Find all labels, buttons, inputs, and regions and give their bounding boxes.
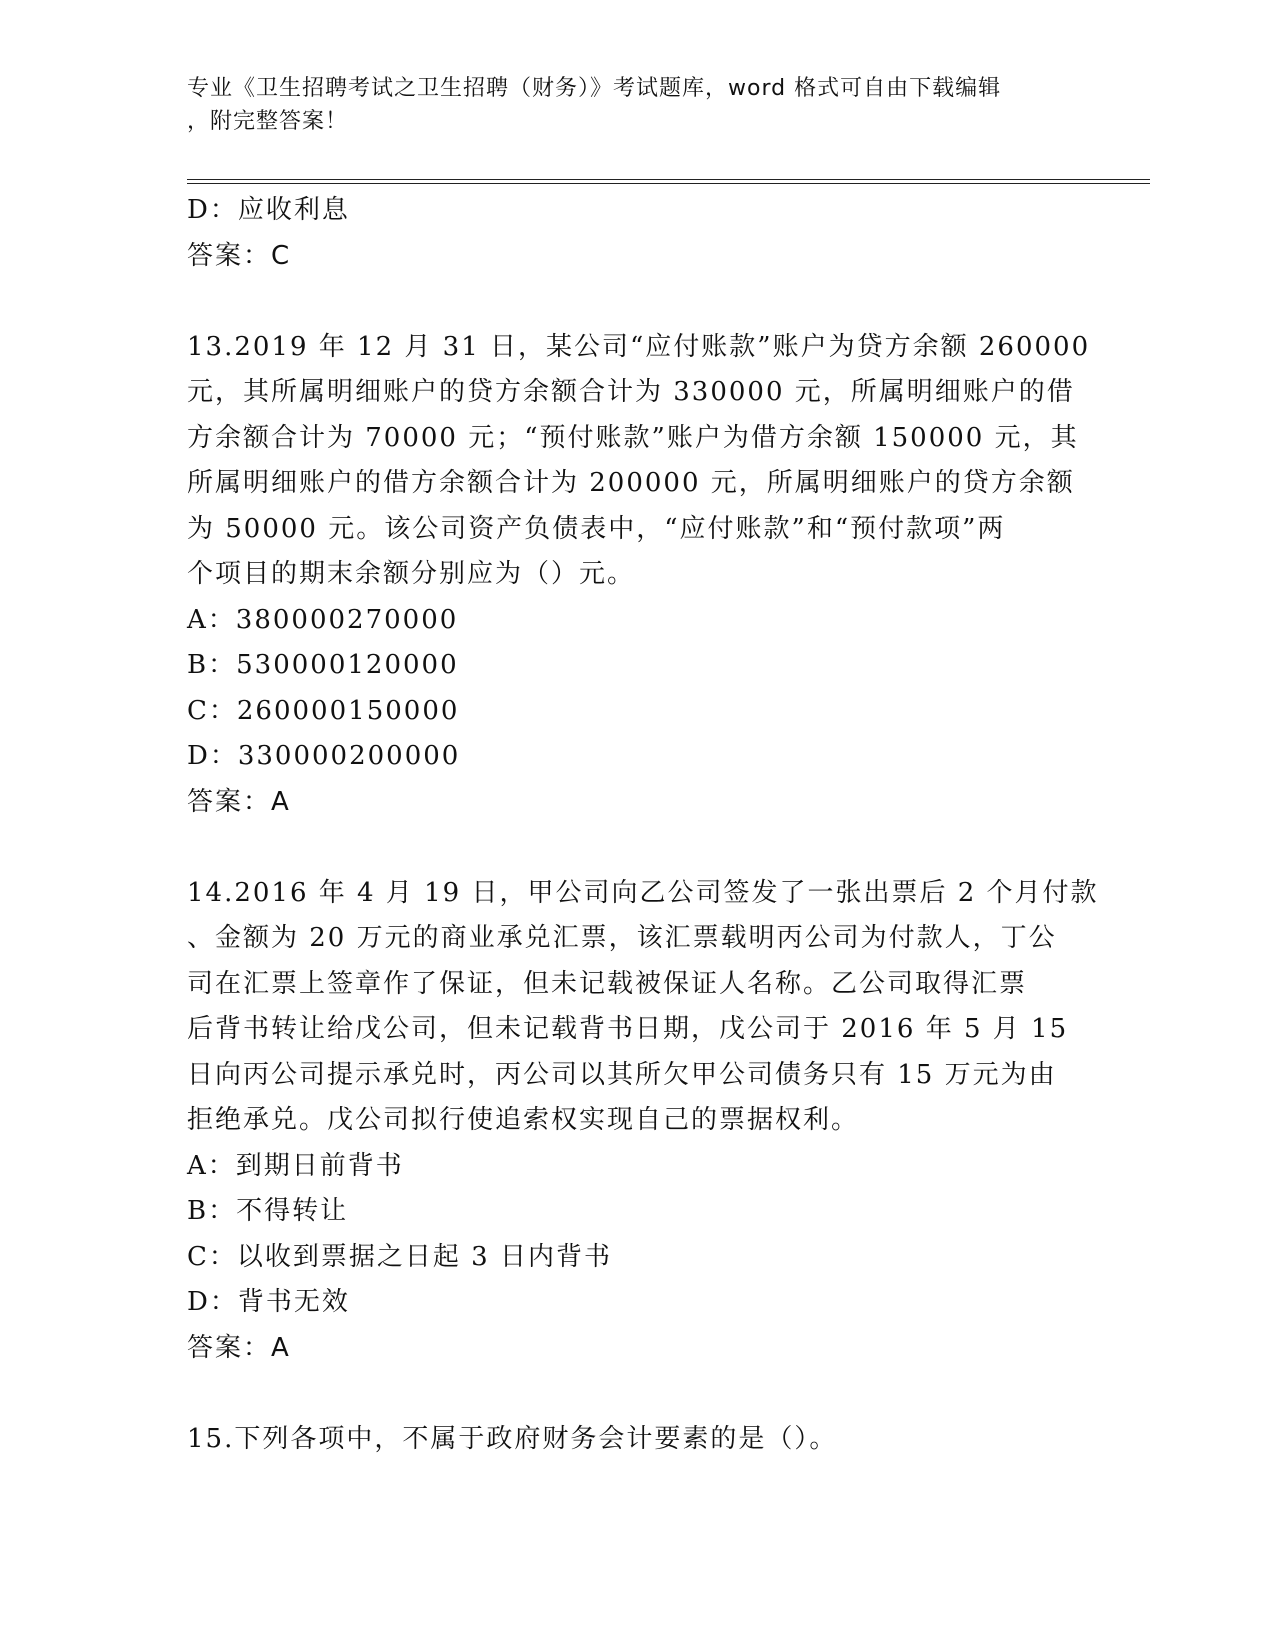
q12-option-d: D：应收利息 (187, 195, 350, 225)
header-line-2: ，附完整答案！ (187, 109, 349, 134)
question-15 (187, 1417, 1067, 1463)
q14-option-b: B：不得转让 (187, 1196, 349, 1226)
document-header (187, 72, 1067, 138)
q13-text-line: 13.2019 年 12 月 31 日，某公司“应付账款”账户为贷方余额 260000 (187, 331, 1091, 362)
q13-option-d: D：330000200000 (187, 741, 461, 771)
q13-option-c: C：260000150000 (187, 695, 460, 726)
q14-text-line: 日向丙公司提示承兑时，丙公司以其所欠甲公司债务只有 15 万元为由 (187, 1059, 1057, 1090)
q14-text-line: 司在汇票上签章作了保证，但未记载被保证人名称。乙公司取得汇票 (187, 968, 1028, 999)
spacer (187, 1371, 1067, 1417)
header-line-1: 专业《卫生招聘考试之卫生招聘（财务）》考试题库，word 格式可自由下载编辑 (187, 76, 1002, 101)
header-divider-top (187, 179, 1150, 180)
q14-option-a: A：到期日前背书 (187, 1150, 404, 1181)
q14-option-c: C：以收到票据之日起 3 日内背书 (187, 1241, 612, 1272)
q14-answer: 答案：A (187, 1332, 291, 1363)
question-13 (187, 325, 1091, 826)
q13-text-line: 元，其所属明细账户的贷方余额合计为 330000 元，所属明细账户的借 (187, 377, 1075, 407)
q14-option-d: D：背书无效 (187, 1287, 350, 1317)
q13-text-line: 方余额合计为 70000 元；“预付账款”账户为借方余额 150000 元，其 (187, 422, 1079, 453)
q14-text-line: 后背书转让给戊公司，但未记载背书日期，戊公司于 2016 年 5 月 15 (187, 1014, 1069, 1044)
q13-option-a: A：380000270000 (187, 604, 459, 635)
header-divider-bottom (187, 183, 1150, 184)
spacer (187, 825, 1067, 871)
q14-text-line: 、金额为 20 万元的商业承兑汇票，该汇票载明丙公司为付款人，丁公 (187, 923, 1057, 953)
question-12-tail (187, 188, 1067, 279)
q15-text-line: 15.下列各项中，不属于政府财务会计要素的是（）。 (187, 1423, 838, 1454)
q14-text-line: 拒绝承兑。戊公司拟行使追索权实现自己的票据权利。 (187, 1105, 860, 1135)
question-14 (187, 871, 1099, 1372)
q12-answer: 答案：C (187, 240, 292, 271)
q13-text-line: 所属明细账户的借方余额合计为 200000 元，所属明细账户的贷方余额 (187, 468, 1075, 498)
document-body (187, 188, 1099, 1462)
q13-answer: 答案：A (187, 786, 291, 817)
q13-text-line: 为 50000 元。该公司资产负债表中，“应付账款”和“预付款项”两 (187, 513, 1006, 544)
spacer (187, 279, 1067, 325)
q14-text-line: 14.2016 年 4 月 19 日，甲公司向乙公司签发了一张出票后 2 个月付款 (187, 877, 1099, 908)
q13-option-b: B：530000120000 (187, 650, 459, 680)
q13-text-line: 个项目的期末余额分别应为（）元。 (187, 559, 636, 589)
